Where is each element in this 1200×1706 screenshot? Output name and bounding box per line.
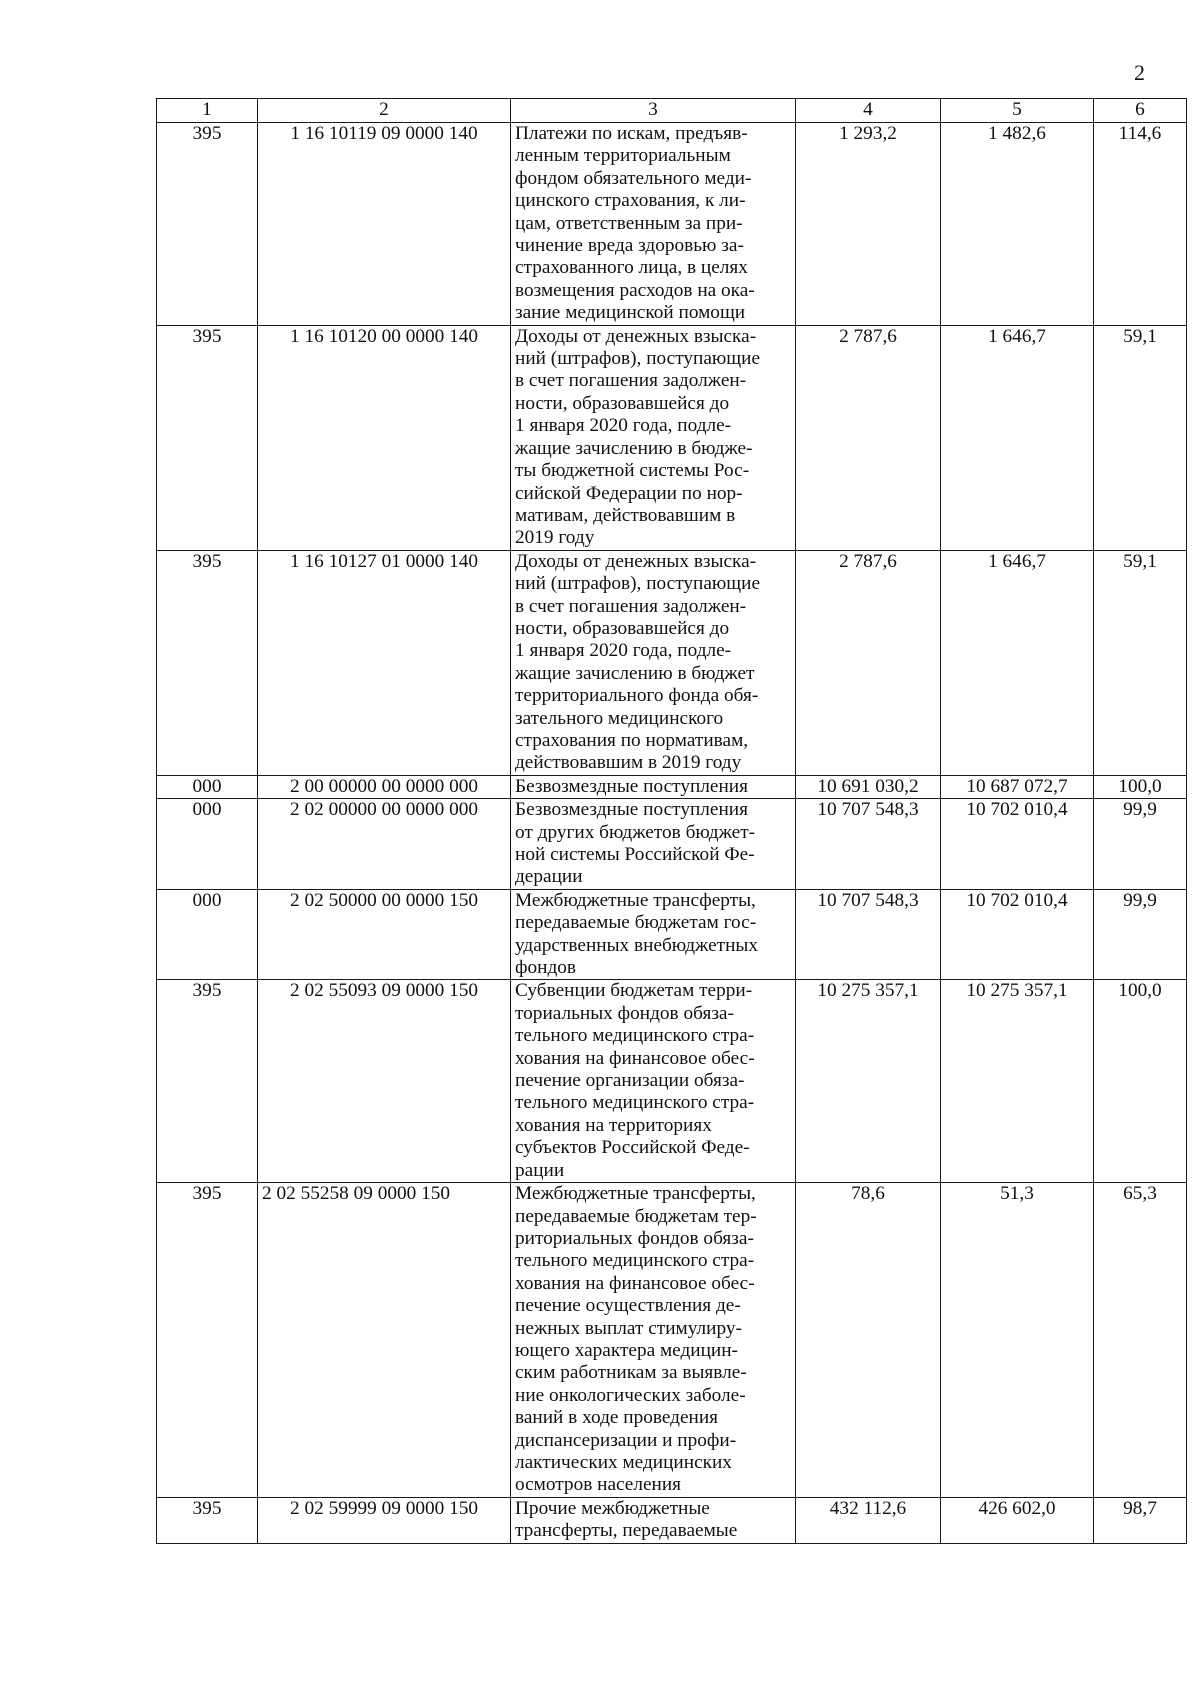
cell-admin-code: 395	[157, 1497, 258, 1543]
cell-budget-code: 2 02 00000 00 0000 000	[258, 799, 511, 890]
cell-description: Доходы от денежных взыска- ний (штрафов), поступающие в счет погашения задолжен- ности, образовавшейся до 1 января 2020 года, подле- жащие зачислению в бюдже- ты бюджетной системы Рос- сийской Федерации по нор- мативам, действовавшим в 2019 году	[511, 325, 796, 550]
table-row	[157, 123, 1187, 326]
table-row	[157, 775, 1187, 798]
cell-description: Платежи по искам, предъяв- ленным территориальным фондом обязательного меди- цинского страхования, к ли- цам, ответственным за при- чинение вреда здоровью за- страхованного лица, в целях возмещения расходов на ока- зание медицинской помощи	[511, 123, 796, 326]
cell-value-col5: 1 646,7	[941, 325, 1094, 550]
cell-value-col4: 10 707 548,3	[796, 799, 941, 890]
cell-value-col5: 10 275 357,1	[941, 980, 1094, 1183]
table-row	[157, 1497, 1187, 1543]
cell-description: Безвозмездные поступления от других бюджетов бюджет- ной системы Российской Фе- дерации	[511, 799, 796, 890]
cell-admin-code: 000	[157, 775, 258, 798]
table-row	[157, 1183, 1187, 1498]
cell-value-col5: 1 482,6	[941, 123, 1094, 326]
cell-value-col4: 2 787,6	[796, 550, 941, 775]
cell-percent-col6: 100,0	[1094, 775, 1187, 798]
cell-value-col4: 78,6	[796, 1183, 941, 1498]
cell-admin-code: 395	[157, 1183, 258, 1498]
cell-admin-code: 000	[157, 889, 258, 980]
cell-percent-col6: 99,9	[1094, 799, 1187, 890]
cell-admin-code: 000	[157, 799, 258, 890]
cell-budget-code: 2 02 55258 09 0000 150	[258, 1183, 511, 1498]
cell-budget-code: 2 02 50000 00 0000 150	[258, 889, 511, 980]
table-header-row	[157, 99, 1187, 123]
cell-value-col4: 10 707 548,3	[796, 889, 941, 980]
cell-percent-col6: 65,3	[1094, 1183, 1187, 1498]
cell-description: Безвозмездные поступления	[511, 775, 796, 798]
cell-admin-code: 395	[157, 980, 258, 1183]
cell-admin-code: 395	[157, 325, 258, 550]
cell-value-col5: 10 702 010,4	[941, 889, 1094, 980]
cell-percent-col6: 114,6	[1094, 123, 1187, 326]
page-number: 2	[1134, 60, 1145, 85]
cell-description: Субвенции бюджетам терри- ториальных фондов обяза- тельного медицинского стра- хования на финансовое обес- печение организации обяза- тельного медицинского стра- хования на территориях субъектов Российской Феде- рации	[511, 980, 796, 1183]
table-row	[157, 889, 1187, 980]
cell-budget-code: 1 16 10127 01 0000 140	[258, 550, 511, 775]
cell-value-col5: 10 702 010,4	[941, 799, 1094, 890]
table-row	[157, 325, 1187, 550]
column-header-3: 3	[511, 99, 796, 123]
cell-budget-code: 1 16 10119 09 0000 140	[258, 123, 511, 326]
cell-description: Межбюджетные трансферты, передаваемые бюджетам тер- риториальных фондов обяза- тельного медицинского стра- хования на финансовое обес- печение осуществления де- нежных выплат стимулиру- ющего характера медицин- ским работникам за выявле- ние онкологических заболе- ваний в ходе проведения диспансеризации и профи- лактических медицинских осмотров населения	[511, 1183, 796, 1498]
cell-budget-code: 2 00 00000 00 0000 000	[258, 775, 511, 798]
budget-table	[156, 98, 1187, 1544]
cell-value-col4: 1 293,2	[796, 123, 941, 326]
cell-value-col5: 10 687 072,7	[941, 775, 1094, 798]
cell-budget-code: 2 02 55093 09 0000 150	[258, 980, 511, 1183]
column-header-2: 2	[258, 99, 511, 123]
cell-admin-code: 395	[157, 123, 258, 326]
cell-value-col4: 10 275 357,1	[796, 980, 941, 1183]
cell-value-col5: 51,3	[941, 1183, 1094, 1498]
cell-description: Прочие межбюджетные трансферты, передаваемые	[511, 1497, 796, 1543]
cell-percent-col6: 100,0	[1094, 980, 1187, 1183]
cell-budget-code: 1 16 10120 00 0000 140	[258, 325, 511, 550]
cell-percent-col6: 59,1	[1094, 325, 1187, 550]
cell-percent-col6: 99,9	[1094, 889, 1187, 980]
cell-description: Межбюджетные трансферты, передаваемые бюджетам гос- ударственных внебюджетных фондов	[511, 889, 796, 980]
table-row	[157, 799, 1187, 890]
table-row	[157, 980, 1187, 1183]
column-header-4: 4	[796, 99, 941, 123]
column-header-5: 5	[941, 99, 1094, 123]
cell-value-col5: 1 646,7	[941, 550, 1094, 775]
cell-admin-code: 395	[157, 550, 258, 775]
cell-percent-col6: 59,1	[1094, 550, 1187, 775]
cell-value-col4: 10 691 030,2	[796, 775, 941, 798]
cell-description: Доходы от денежных взыска- ний (штрафов), поступающие в счет погашения задолжен- ности, образовавшейся до 1 января 2020 года, подле- жащие зачислению в бюджет территориального фонда обя- зательного медицинского страхования по нормативам, действовавшим в 2019 году	[511, 550, 796, 775]
column-header-6: 6	[1094, 99, 1187, 123]
table-row	[157, 550, 1187, 775]
cell-budget-code: 2 02 59999 09 0000 150	[258, 1497, 511, 1543]
column-header-1: 1	[157, 99, 258, 123]
cell-percent-col6: 98,7	[1094, 1497, 1187, 1543]
cell-value-col5: 426 602,0	[941, 1497, 1094, 1543]
table-body	[157, 123, 1187, 1544]
cell-value-col4: 2 787,6	[796, 325, 941, 550]
cell-value-col4: 432 112,6	[796, 1497, 941, 1543]
